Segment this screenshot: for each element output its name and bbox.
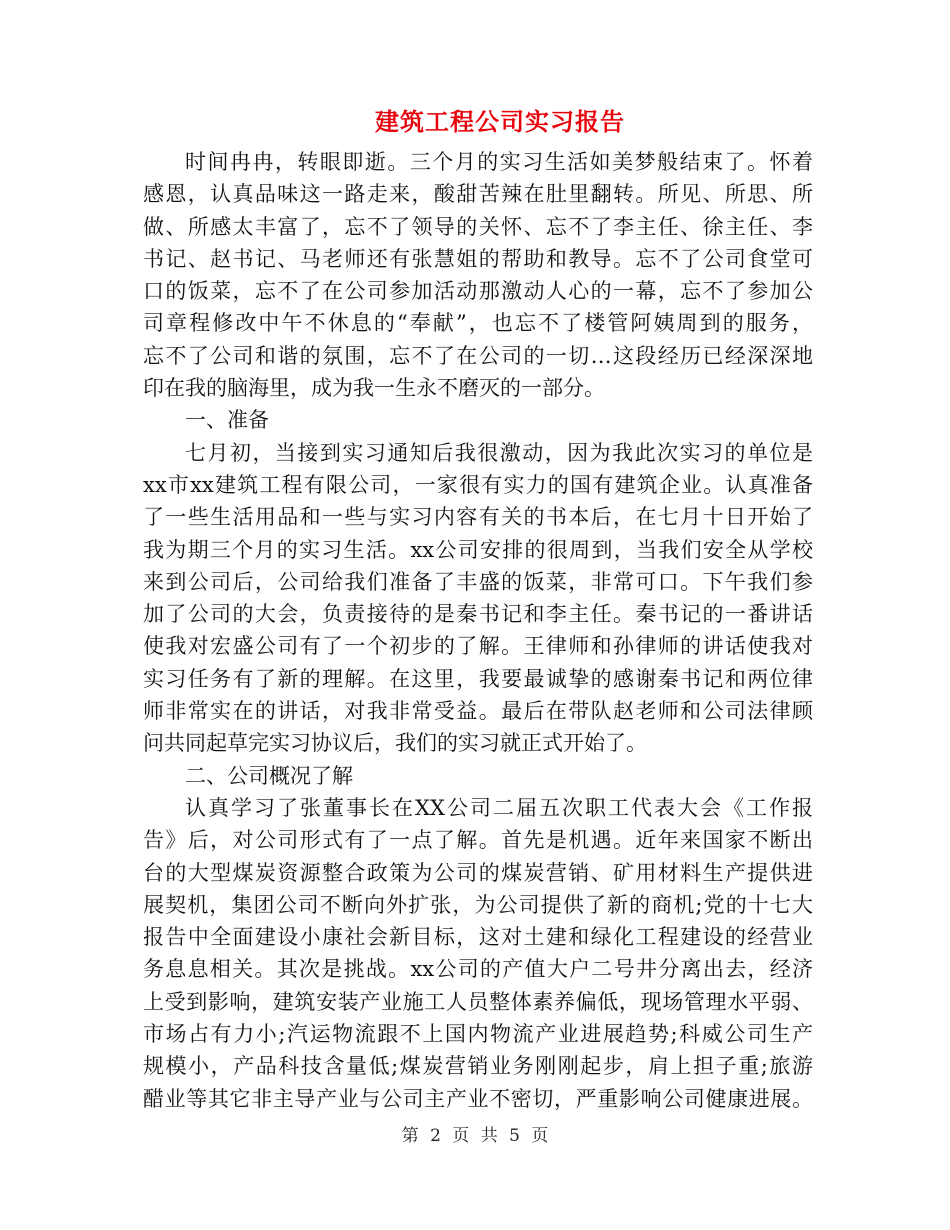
document-body <box>143 146 813 1115</box>
text-line: 书记、赵书记、马老师还有张慧姐的帮助和教导。忘不了公司食堂可 <box>143 246 813 271</box>
text-line: 台的大型煤炭资源整合政策为公司的煤炭营销、矿用材料生产提供进 <box>143 860 813 885</box>
text-line: 七月初，当接到实习通知后我很激动，因为我此次实习的单位是 <box>185 440 813 465</box>
text-line: 我为期三个月的实习生活。xx公司安排的很周到，当我们安全从学校 <box>143 537 813 562</box>
text-line: 加了公司的大会，负责接待的是秦书记和李主任。秦书记的一番讲话 <box>143 602 813 627</box>
text-line: 展契机，集团公司不断向外扩张，为公司提供了新的商机;党的十七大 <box>143 892 813 917</box>
text-line: 时间冉冉，转眼即逝。三个月的实习生活如美梦般结束了。怀着 <box>185 150 813 174</box>
text-line: 务息息相关。其次是挑战。xx公司的产值大户二号井分离出去，经济 <box>143 957 813 982</box>
document-title: 建筑工程公司实习报告 <box>375 107 625 136</box>
text-line: 了一些生活用品和一些与实习内容有关的书本后，在七月十日开始了 <box>143 505 813 530</box>
text-line: 师非常实在的讲话，对我非常受益。最后在带队赵老师和公司法律顾 <box>143 699 813 724</box>
paragraph-preparation <box>143 437 813 760</box>
paragraph-intro <box>143 146 813 404</box>
section-heading-company-overview <box>143 760 813 792</box>
text-line: 认真学习了张董事长在XX公司二届五次职工代表大会《工作报 <box>185 795 813 820</box>
section-heading: 二、公司概况了解 <box>185 763 353 788</box>
text-line: 司章程修改中午不休息的“奉献”，也忘不了楼管阿姨周到的服务， <box>143 311 813 336</box>
page-footer: 第 2 页 共 5 页 <box>401 1126 549 1146</box>
text-line: 忘不了公司和谐的氛围，忘不了在公司的一切…这段经历已经深深地 <box>143 343 813 368</box>
text-line: 来到公司后，公司给我们准备了丰盛的饭菜，非常可口。下午我们参 <box>143 569 813 594</box>
text-line: 上受到影响，建筑安装产业施工人员整体素养偏低，现场管理水平弱、 <box>143 989 813 1014</box>
text-line: 印在我的脑海里，成为我一生永不磨灭的一部分。 <box>143 376 605 401</box>
text-line: 实习任务有了新的理解。在这里，我要最诚挚的感谢秦书记和两位律 <box>143 666 813 691</box>
text-line: 醋业等其它非主导产业与公司主产业不密切，严重影响公司健康进展。 <box>143 1086 813 1111</box>
text-line: 感恩，认真品味这一路走来，酸甜苦辣在肚里翻转。所见、所思、所 <box>143 182 813 207</box>
text-line: xx市xx建筑工程有限公司，一家很有实力的国有建筑企业。认真准备 <box>143 472 813 497</box>
section-heading-preparation <box>143 404 813 436</box>
section-heading: 一、准备 <box>185 408 269 433</box>
text-line: 告》后，对公司形式有了一点了解。首先是机遇。近年来国家不断出 <box>143 828 813 853</box>
text-line: 使我对宏盛公司有了一个初步的了解。王律师和孙律师的讲话使我对 <box>143 634 813 659</box>
text-line: 市场占有力小;汽运物流跟不上国内物流产业进展趋势;科威公司生产 <box>143 1022 813 1047</box>
text-line: 规模小，产品科技含量低;煤炭营销业务刚刚起步，肩上担子重;旅游 <box>143 1054 813 1079</box>
text-line: 报告中全面建设小康社会新目标，这对土建和绿化工程建设的经营业 <box>143 925 813 950</box>
text-line: 口的饭菜，忘不了在公司参加活动那激动人心的一幕，忘不了参加公 <box>143 279 813 304</box>
text-line: 问共同起草完实习协议后，我们的实习就正式开始了。 <box>143 731 647 756</box>
paragraph-company-overview <box>143 792 813 1115</box>
text-line: 做、所感太丰富了，忘不了领导的关怀、忘不了李主任、徐主任、李 <box>143 214 813 239</box>
